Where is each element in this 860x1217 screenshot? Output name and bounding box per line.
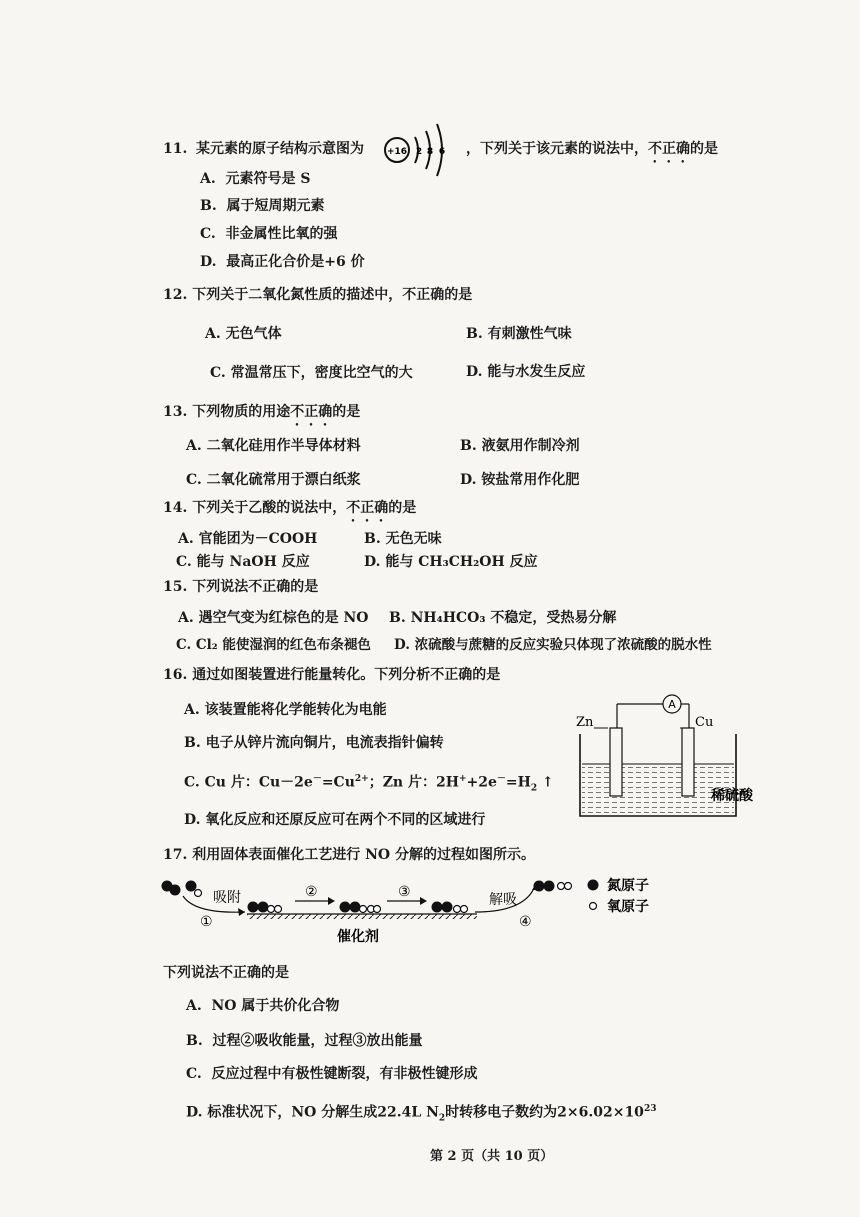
ammeter-label: A [668, 698, 676, 711]
q17-stem: 17. 利用固体表面催化工艺进行 NO 分解的过程如图所示。 [163, 847, 535, 863]
q14-option-b: B. 无色无味 [364, 531, 442, 547]
q13-option-d: D. 铵盐常用作化肥 [460, 472, 580, 488]
nitrogen-legend-marker [588, 880, 599, 891]
no-decomposition-diagram [155, 874, 675, 946]
zn-label: Zn [576, 715, 594, 730]
q13-stem: 13. 下列物质的用途不正确的是 [163, 404, 361, 420]
q15-stem: 15. 下列说法不正确的是 [163, 579, 319, 595]
q15-option-b: B. NH₄HCO₃ 不稳定，受热易分解 [389, 610, 617, 626]
legend-oxygen: 氧原子 [607, 899, 649, 915]
q15-option-a: A. 遇空气变为红棕色的是 NO [178, 610, 369, 626]
q14-option-c: C. 能与 NaOH 反应 [176, 554, 310, 570]
page-footer: 第 2 页（共 10 页） [430, 1149, 554, 1164]
q17-option-b: B. 过程②吸收能量，过程③放出能量 [186, 1033, 423, 1049]
adsorb-label: 吸附 [213, 890, 241, 906]
q12-stem: 12. 下列关于二氧化氮性质的描述中，不正确的是 [163, 287, 473, 303]
q14-option-a: A. 官能团为－COOH [178, 531, 318, 547]
nucleus-charge: +16 [386, 147, 408, 157]
q11-stem-part2: ，下列关于该元素的说法中，不正确的是 [466, 141, 718, 157]
q12-option-a: A. 无色气体 [205, 326, 282, 342]
solution-label: 稀硫酸 [711, 788, 753, 804]
q11-option-d: D. 最高正化合价是+6 价 [200, 254, 365, 270]
q13-option-c: C. 二氧化硫常用于漂白纸浆 [186, 472, 361, 488]
q11-stem-part1: 某元素的原子结构示意图为 [196, 141, 364, 157]
q12-option-d: D. 能与水发生反应 [466, 364, 586, 380]
legend-nitrogen: 氮原子 [607, 878, 649, 894]
q13-option-b: B. 液氨用作制冷剂 [460, 438, 580, 454]
step-1-label: ① [200, 914, 213, 930]
shell-1-count: 2 [415, 147, 423, 157]
q17-option-a: A. NO 属于共价化合物 [186, 998, 340, 1014]
q13-option-a: A. 二氧化硅用作半导体材料 [186, 438, 361, 454]
q14-stem: 14. 下列关于乙酸的说法中，不正确的是 [163, 500, 417, 516]
oxygen-legend-marker [590, 903, 597, 910]
q15-option-c: C. Cl₂ 能使湿润的红色布条褪色 [176, 637, 371, 653]
q17-sub-stem: 下列说法不正确的是 [163, 965, 289, 981]
q11-option-c: C. 非金属性比氧的强 [200, 226, 338, 242]
q16-option-a: A. 该装置能将化学能转化为电能 [184, 702, 387, 718]
q17-option-d: D. 标准状况下，NO 分解生成22.4L $N_2$时转移电子数约为$2\times 6.02\times 10^{23}$ [186, 1104, 657, 1124]
galvanic-cell-diagram [572, 690, 772, 820]
shell-2-count: 8 [426, 147, 434, 157]
q16-stem: 16. 通过如图装置进行能量转化。下列分析不正确的是 [163, 667, 501, 683]
q17-option-c: C. 反应过程中有极性键断裂，有非极性键形成 [186, 1066, 478, 1082]
atomic-structure-diagram [381, 119, 459, 179]
q15-option-d: D. 浓硫酸与蔗糖的反应实验只体现了浓硫酸的脱水性 [394, 637, 712, 653]
cu-label: Cu [695, 715, 714, 730]
q14-option-d: D. 能与 CH₃CH₂OH 反应 [364, 554, 538, 570]
q11-number: 11. [163, 141, 188, 157]
step-2-label: ② [305, 884, 318, 900]
q16-option-c: C. Cu 片：$Cu-2e^-=Cu^{2+}$；Zn 片：$2H^++2e^-=H_2$ ↑ [184, 774, 554, 794]
step-3-label: ③ [398, 884, 411, 900]
desorb-label: 解吸 [489, 892, 517, 908]
q12-option-c: C. 常温常压下，密度比空气的大 [210, 365, 413, 381]
q12-option-b: B. 有刺激性气味 [466, 326, 572, 342]
q16-option-b: B. 电子从锌片流向铜片，电流表指针偏转 [184, 735, 444, 751]
q16-option-d: D. 氧化反应和还原反应可在两个不同的区域进行 [184, 812, 486, 828]
shell-3-count: 6 [438, 147, 446, 157]
step-4-label: ④ [519, 914, 532, 930]
q11-option-a: A. 元素符号是 S [200, 171, 311, 187]
catalyst-label: 催化剂 [337, 929, 379, 945]
q11-option-b: B. 属于短周期元素 [200, 198, 325, 214]
